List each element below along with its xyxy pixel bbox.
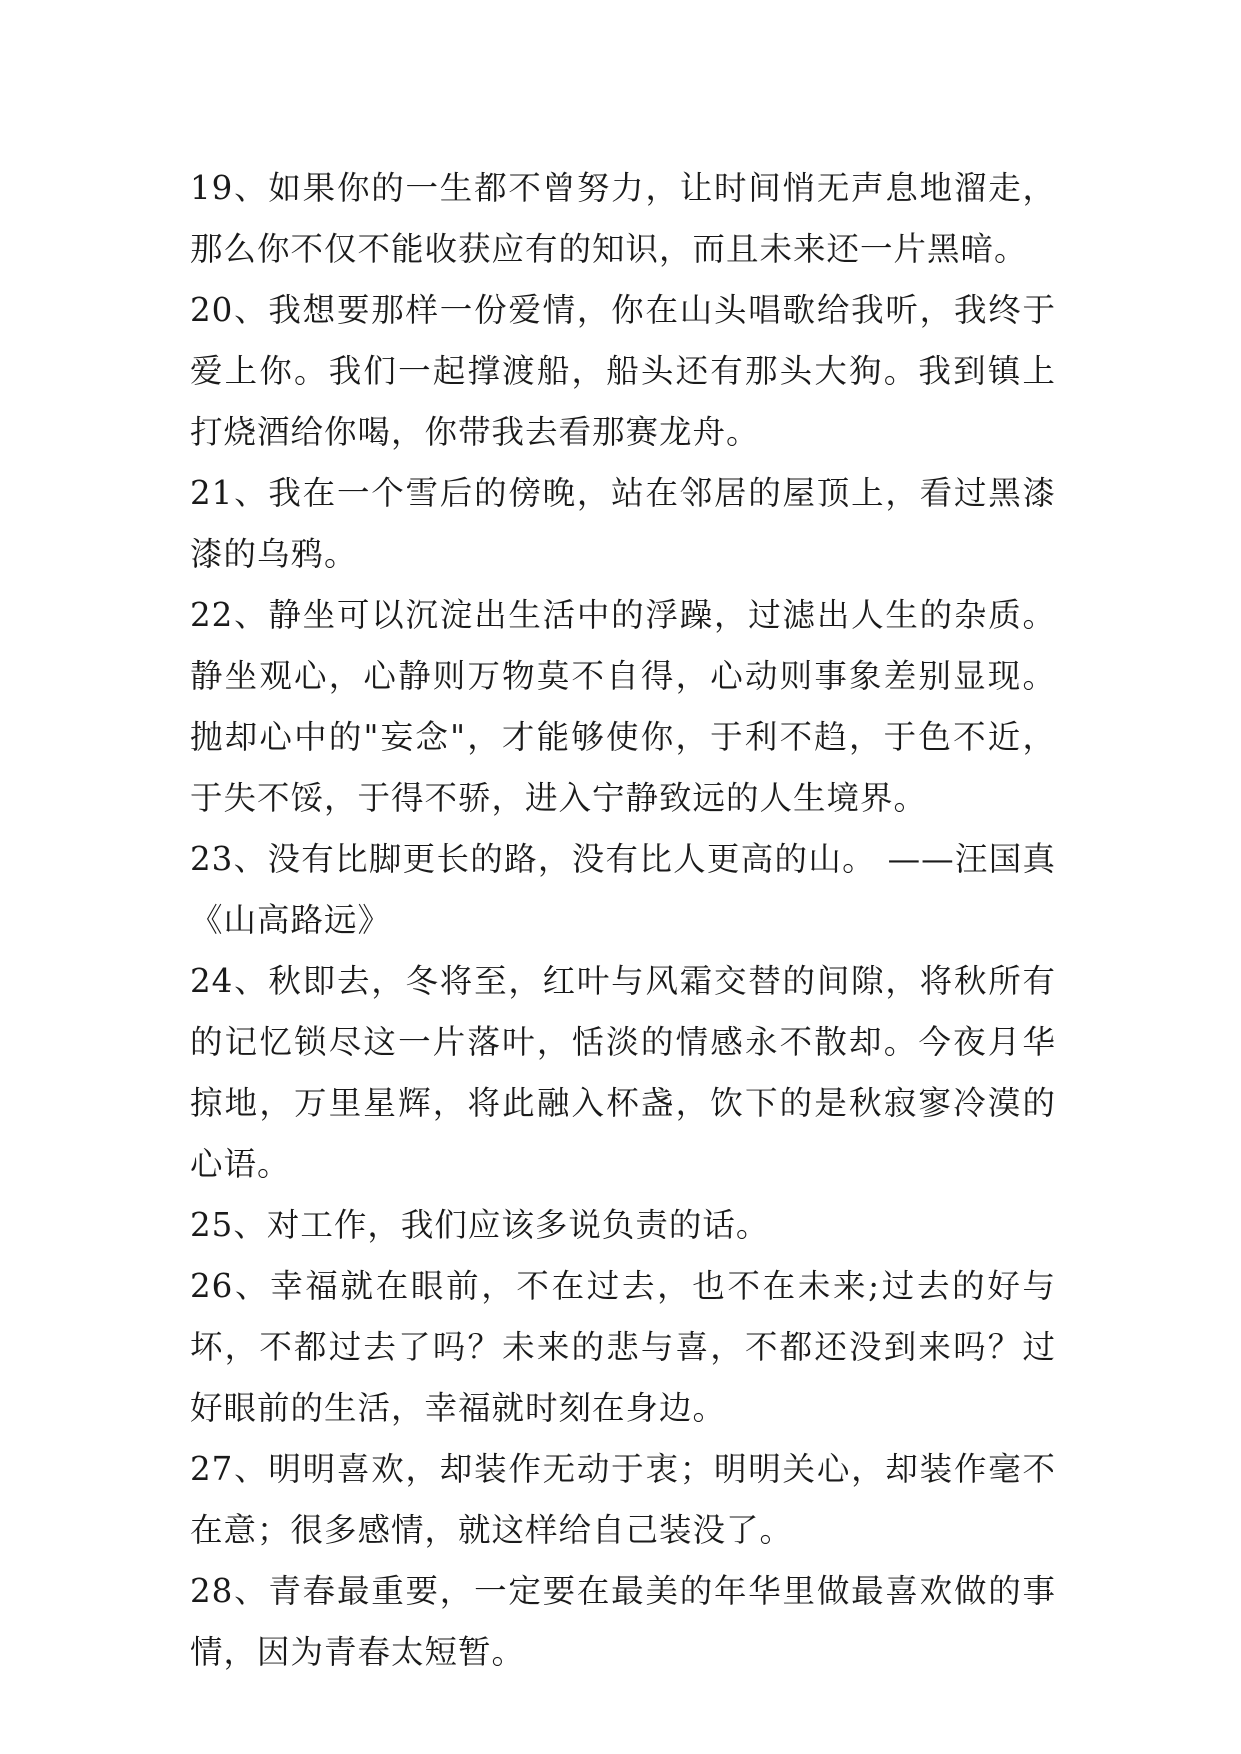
paragraph-24: 24、秋即去，冬将至，红叶与风霜交替的间隙，将秋所有的记忆锁尽这一片落叶，恬淡的情感永不散却。今夜月华掠地，万里星辉，将此融入杯盏，饮下的是秋寂寥冷漠的心语。 <box>190 962 1056 1183</box>
paragraph-25: 25、对工作，我们应该多说负责的话。 <box>190 1206 770 1244</box>
paragraph-28: 28、青春最重要，一定要在最美的年华里做最喜欢做的事情，因为青春太短暂。 <box>190 1572 1056 1671</box>
paragraph-21: 21、我在一个雪后的傍晚，站在邻居的屋顶上，看过黑漆漆的乌鸦。 <box>190 474 1056 573</box>
paragraph-23: 23、没有比脚更长的路，没有比人更高的山。 ——汪国真《山高路远》 <box>190 840 1056 939</box>
document-body <box>190 158 1056 1683</box>
paragraph-27: 27、明明喜欢，却装作无动于衷；明明关心，却装作毫不在意；很多感情，就这样给自己装没了。 <box>190 1450 1056 1549</box>
paragraph-19: 19、如果你的一生都不曾努力，让时间悄无声息地溜走，那么你不仅不能收获应有的知识，而且未来还一片黑暗。 <box>190 169 1056 268</box>
paragraph-22: 22、静坐可以沉淀出生活中的浮躁，过滤出人生的杂质。静坐观心，心静则万物莫不自得，心动则事象差别显现。抛却心中的"妄念"，才能够使你，于利不趋，于色不近，于失不馁，于得不骄，进入宁静致远的人生境界。 <box>190 596 1056 817</box>
paragraph-20: 20、我想要那样一份爱情，你在山头唱歌给我听，我终于爱上你。我们一起撑渡船，船头还有那头大狗。我到镇上打烧酒给你喝，你带我去看那赛龙舟。 <box>190 291 1056 451</box>
paragraph-26: 26、幸福就在眼前，不在过去，也不在未来;过去的好与坏，不都过去了吗？未来的悲与喜，不都还没到来吗？过好眼前的生活，幸福就时刻在身边。 <box>190 1267 1056 1427</box>
